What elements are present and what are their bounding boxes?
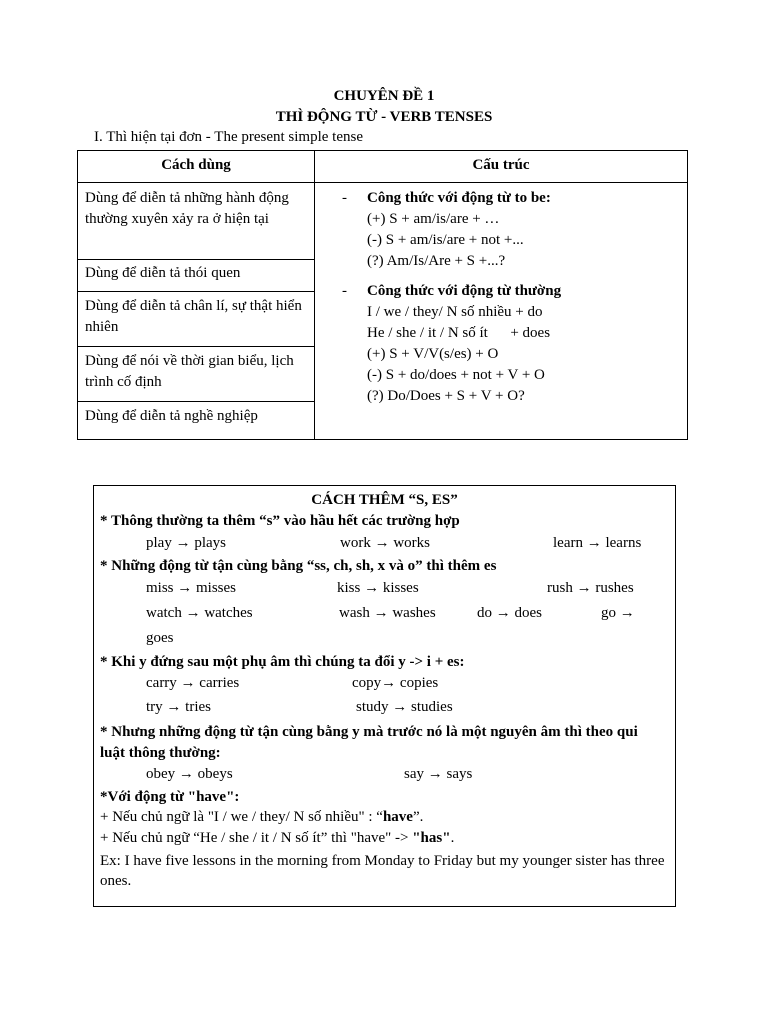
example-word: work → works	[340, 535, 430, 551]
have-rule-emphasis: have	[382, 809, 413, 825]
example-word: try → tries	[146, 699, 211, 715]
example-word: carry → carries	[146, 675, 240, 691]
rules-title: CÁCH THÊM “S, ES”	[311, 492, 458, 508]
usage-cell: Dùng để diễn tả thói quen	[85, 265, 241, 281]
verb-formula-title: Công thức với động từ thường	[367, 283, 562, 299]
example-word: kiss → kisses	[337, 580, 419, 596]
example-word: study → studies	[356, 699, 453, 715]
usage-cell: Dùng để diễn tả những hành động thường xuyên xảy ra ở hiện tại	[85, 190, 289, 227]
tobe-formula-line: (?) Am/Is/Are + S +...?	[367, 253, 506, 269]
structure-column-header: Cấu trúc	[472, 157, 530, 173]
example-word: say → says	[404, 766, 473, 782]
verb-formula-line: (?) Do/Does + S + V + O?	[367, 388, 525, 404]
example-word: go →	[601, 605, 635, 621]
have-heading: *Với động từ "have":	[100, 789, 240, 805]
have-rule-text: + Nếu chủ ngữ là "I / we / they/ N số nhiều" : “	[100, 809, 383, 825]
header-divider	[78, 182, 687, 183]
row-divider	[78, 291, 314, 292]
rule-heading: * Thông thường ta thêm “s” vào hầu hết các trường hợp	[100, 513, 460, 529]
verb-formula-line: He / she / it / N số ít + does	[367, 325, 551, 341]
usage-cell: Dùng để nói về thời gian biểu, lịch trình cố định	[85, 353, 294, 390]
example-word: do → does	[477, 605, 542, 621]
usage-cell: Dùng để diễn tả nghề nghiệp	[85, 408, 258, 424]
example-word: learn → learns	[553, 535, 642, 551]
tobe-formula-line: (+) S + am/is/are + …	[367, 211, 500, 227]
row-divider	[78, 346, 314, 347]
have-rule-text: .	[450, 830, 455, 846]
tobe-formula-title: Công thức với động từ to be:	[367, 190, 551, 206]
row-divider	[78, 401, 314, 402]
bullet-dash: -	[342, 190, 347, 206]
usage-cell: Dùng để diễn tả chân lí, sự thật hiển nhiên	[85, 298, 302, 335]
usage-column-header: Cách dùng	[161, 157, 231, 173]
row-divider	[78, 259, 314, 260]
have-rule-line	[100, 809, 423, 826]
example-word: wash → washes	[339, 605, 436, 621]
document-subtitle: THÌ ĐỘNG TỪ - VERB TENSES	[275, 109, 493, 125]
rule-heading: * Khi y đứng sau một phụ âm thì chúng ta đổi y -> i + es:	[100, 654, 465, 670]
example-word: rush → rushes	[547, 580, 634, 596]
rule-heading: * Những động từ tận cùng bằng “ss, ch, sh, x và o” thì thêm es	[100, 558, 497, 574]
example-word: watch → watches	[146, 605, 253, 621]
example-sentence: Ex: I have five lessons in the morning from Monday to Friday but my younger sister has three ones.	[100, 853, 665, 889]
tense-table	[77, 150, 688, 440]
column-divider	[314, 151, 315, 439]
have-rule-line	[100, 830, 454, 847]
section-heading: I. Thì hiện tại đơn - The present simple tense	[94, 129, 363, 145]
example-word: copy→ copies	[352, 675, 439, 691]
example-word: play → plays	[146, 535, 226, 551]
verb-formula-line: (-) S + do/does + not + V + O	[367, 367, 545, 383]
document-title: CHUYÊN ĐỀ 1	[333, 88, 435, 104]
rules-box	[93, 485, 676, 907]
verb-formula-line: I / we / they/ N số nhiều + do	[367, 304, 543, 320]
tobe-formula-line: (-) S + am/is/are + not +...	[367, 232, 524, 248]
have-rule-text: + Nếu chủ ngữ “He / she / it / N số ít” thì "have" ->	[100, 830, 413, 846]
example-word: miss → misses	[146, 580, 237, 596]
bullet-dash: -	[342, 283, 347, 299]
have-rule-emphasis: "has"	[412, 830, 451, 846]
example-word: goes	[146, 630, 174, 646]
example-word: obey → obeys	[146, 766, 233, 782]
have-rule-text: ”.	[412, 809, 424, 825]
verb-formula-line: (+) S + V/V(s/es) + O	[367, 346, 499, 362]
rule-heading: * Nhưng những động từ tận cùng bằng y mà trước nó là một nguyên âm thì theo qui luật thông thường:	[100, 724, 638, 761]
